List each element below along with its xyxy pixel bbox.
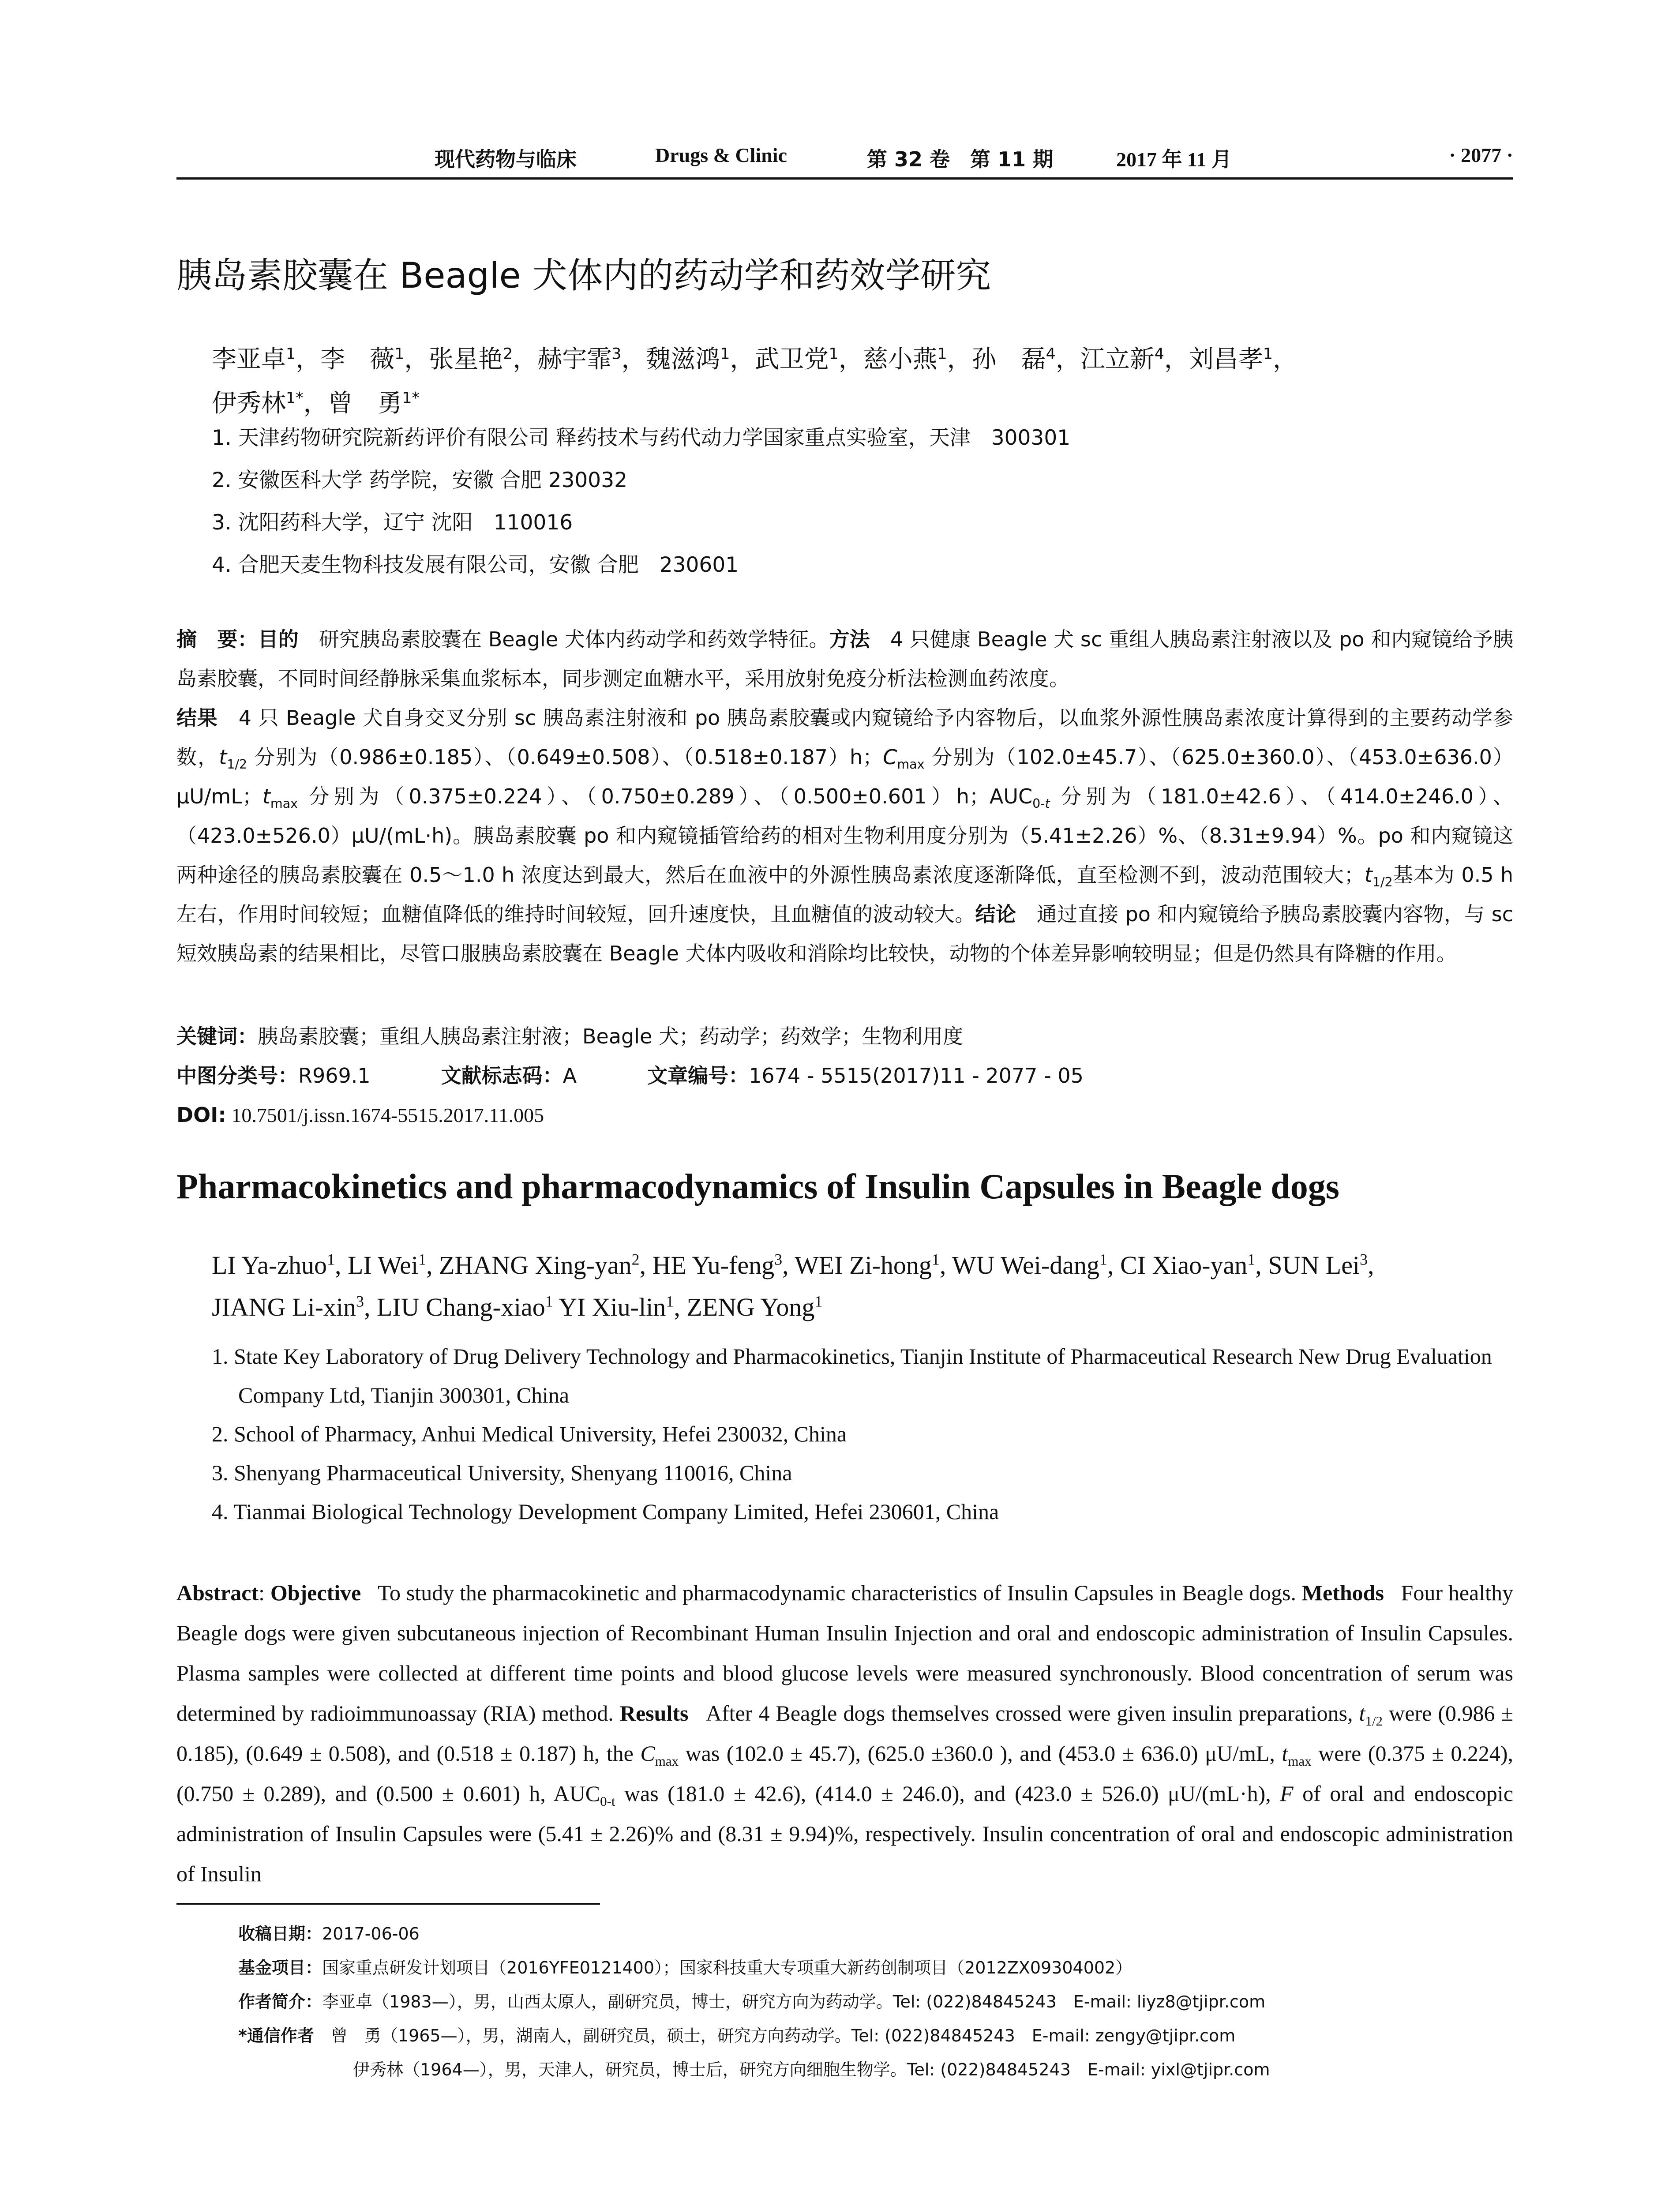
author-en: YI Xiu-lin	[559, 1293, 666, 1321]
author-en: LI Ya-zhuo	[212, 1251, 327, 1279]
methods-label: Methods	[1301, 1580, 1384, 1605]
author: 伊秀林	[212, 389, 286, 418]
author: 江立新	[1080, 345, 1155, 374]
authors-cn: 李亚卓$^1$，李 薇$^1$，张星艳$^2$，赫宇霏$^3$，魏滋鸿$^1$，武卫党$^1$，慈小燕$^1$，孙 磊$^4$，江立新$^4$，刘昌孝$^1$， 伊秀林$^{1*}$，曾 勇$^{1*}$	[212, 345, 1298, 418]
author-en: SUN Lei	[1268, 1251, 1360, 1279]
footnotes	[238, 1917, 1513, 2087]
corresponding-author: 伊秀林（1964—），男，天津人，研究员，博士后，研究方向细胞生物学。Tel: (022)84845243 E-mail: yixl@tjipr.com	[353, 2060, 1270, 2079]
issue-date: 2017 年 11 月	[1116, 148, 1232, 171]
abstract-en: Abstract: Objective To study the pharmacokinetic and pharmacodynamic characteristics of Insulin Capsules in Beagle dogs. Methods Four healthy Beagle dogs were given subcutaneous injection of Recombinant Human Insulin Injection and oral and endoscopic administration of Insulin Capsules. Plasma samples were collected at different time points and blood glucose levels were measured synchronously. Blood concentration of serum was determined by radioimmunoassay (RIA) method. Results After 4 Beagle dogs themselves crossed were given insulin preparations, $t_{1/2}$ were (0.986 ± 0.185), (0.649 ± 0.508), and (0.518 ± 0.187) h, the $C_{max}$ was (102.0 ± 45.7), (625.0 ±360.0 ), and (453.0 ± 636.0) μU/mL, $t_{max}$ were (0.375 ± 0.224), (0.750 ± 0.289), and (0.500 ± 0.601) h, $AUC_{0-t}$ was (181.0 ± 42.6), (414.0 ± 246.0), and (423.0 ± 526.0) μU/(mL·h), F of oral and endoscopic administration of Insulin Capsules were (5.41 ± 2.26)% and (8.31 ± 9.94)%, respectively. Insulin concentration of oral and endoscopic administration of Insulin	[176, 1580, 1514, 1886]
author: 刘昌孝	[1189, 345, 1263, 374]
journal-name-cn: 现代药物与临床	[435, 147, 577, 171]
author: 张星艳	[429, 345, 503, 374]
author: 李亚卓	[212, 345, 286, 374]
author-en: WU Wei-dang	[952, 1251, 1099, 1279]
page-number: · 2077 ·	[1449, 144, 1513, 166]
author: 慈小燕	[863, 345, 938, 374]
affiliation-en: 1. State Key Laboratory of Drug Delivery Technology and Pharmacokinetics, Tianjin Institute of Pharmaceutical Research New Drug Evaluation Company Ltd, Tianjin 300301, China	[212, 1344, 1492, 1407]
results-label: 结果	[176, 706, 218, 730]
affiliation-en: 3. Shenyang Pharmaceutical University, Shenyang 110016, China	[212, 1460, 792, 1485]
author-bio: 作者简介：李亚卓（1983—），男，山西太原人，副研究员，博士，研究方向为药动学。Tel: (022)84845243 E-mail: liyz8@tjipr.com	[238, 1992, 1266, 2011]
affiliation-cn: 1. 天津药物研究院新药评价有限公司 释药技术与药代动力学国家重点实验室，天津 300301	[212, 426, 1071, 450]
author: 赫宇霏	[537, 345, 612, 374]
author-en: CI Xiao-yan	[1120, 1251, 1248, 1279]
running-header	[176, 143, 1513, 175]
author: 孙 磊	[971, 345, 1046, 374]
objective-label: 目的	[258, 627, 299, 651]
journal-name-en: Drugs & Clinic	[655, 144, 787, 166]
fund-info: 基金项目：国家重点研发计划项目（2016YFE0121400）；国家科技重大专项重大新药创制项目（2012ZX09304002）	[238, 1958, 1132, 1977]
affiliations-cn	[212, 417, 1513, 586]
volume-issue: 第 32 卷 第 11 期	[867, 147, 1054, 171]
affiliations-en	[212, 1337, 1513, 1531]
corresponding-author: *通信作者 曾 勇（1965—），男，湖南人，副研究员，硕士，研究方向药动学。Tel: (022)84845243 E-mail: zengy@tjipr.com	[238, 2026, 1236, 2045]
author-list-en: LI Ya-zhuo$^1$, LI Wei$^1$, ZHANG Xing-yan$^2$, HE Yu-feng$^3$, WEI Zi-hong$^1$, WU Wei-dang$^1$, CI Xiao-yan$^1$, SUN Lei$^3$, JIANG Li-xin$^3$, LIU Chang-xiao$^1$ YI Xiu-lin$^1$, ZENG Yong$^1$	[212, 1250, 1374, 1321]
doi-link[interactable]: 10.7501/j.issn.1674-5515.2017.11.005	[231, 1104, 544, 1126]
author-en: JIANG Li-xin	[212, 1293, 356, 1321]
authors-en	[212, 1244, 1513, 1328]
title-en: Pharmacokinetics and pharmacodynamics of Insulin Capsules in Beagle dogs	[176, 1167, 1339, 1206]
abstract-cn: 摘 要：目的 研究胰岛素胶囊在 Beagle 犬体内药动学和药效学特征。方法 4 只健康 Beagle 犬 sc 重组人胰岛素注射液以及 po 和内窥镜给予胰岛素胶囊，不同时间经静脉采集血浆标本，同步测定血糖水平，采用放射免疫分析法检测血药浓度。 结果 4 只 Beagle 犬自身交叉分别 sc 胰岛素注射液和 po 胰岛素胶囊或内窥镜给予内容物后，以血浆外源性胰岛素浓度计算得到的主要药动学参数，$t_{1/2}$ 分别为（0.986±0.185）、（0.649±0.508）、（0.518±0.187）h；$C_{max}$ 分别为（102.0±45.7）、（625.0±360.0）、（453.0±636.0）μU/mL；$t_{max}$ 分别为（0.375±0.224）、（0.750±0.289）、（0.500±0.601）h；$AUC_{0-t}$ 分别为（181.0±42.6）、（414.0±246.0）、（423.0±526.0）μU/(mL·h)。胰岛素胶囊 po 和内窥镜插管给药的相对生物利用度分别为（5.41±2.26）%、（8.31±9.94）%。po 和内窥镜这两种途径的胰岛素胶囊在 0.5～1.0 h 浓度达到最大，然后在血液中的外源性胰岛素浓度逐渐降低，直至检测不到，波动范围较大；$t_{1/2}$基本为 0.5 h 左右，作用时间较短；血糖值降低的维持时间较短，回升速度快，且血糖值的波动较大。结论 通过直接 po 和内窥镜给予胰岛素胶囊内容物，与 sc 短效胰岛素的结果相比，尽管口服胰岛素胶囊在 Beagle 犬体内吸收和消除均比较快，动物的个体差异影响较明显；但是仍然具有降糖的作用。	[176, 627, 1514, 965]
conclusion-label: 结论	[975, 902, 1016, 926]
author: 魏滋鸿	[646, 345, 720, 374]
author-en: ZENG Yong	[686, 1293, 815, 1321]
footnote-rule	[176, 1903, 600, 1905]
affiliation-en: 4. Tianmai Biological Technology Development Company Limited, Hefei 230601, China	[212, 1499, 999, 1524]
keywords-cn: 关键词：胰岛素胶囊；重组人胰岛素注射液；Beagle 犬；药动学；药效学；生物利用度	[176, 1024, 963, 1048]
affiliation-cn: 2. 安徽医科大学 药学院，安徽 合肥 230032	[212, 468, 628, 492]
header-rule	[176, 177, 1513, 180]
author-en: HE Yu-feng	[652, 1251, 775, 1279]
received-date: 收稿日期：2017-06-06	[238, 1924, 420, 1943]
classification-line: 中图分类号：R969.1 文献标志码：A 文章编号：1674 - 5515(2017)11 - 2077 - 05	[176, 1064, 1084, 1088]
affiliation-en: 2. School of Pharmacy, Anhui Medical University, Hefei 230032, China	[212, 1422, 847, 1446]
author: 李 薇	[320, 345, 395, 374]
results-label: Results	[619, 1701, 689, 1726]
affiliation-cn: 3. 沈阳药科大学，辽宁 沈阳 110016	[212, 510, 573, 535]
abstract-label: 摘 要：	[176, 627, 258, 651]
methods-label: 方法	[829, 627, 870, 651]
author-en: ZHANG Xing-yan	[439, 1251, 632, 1279]
author: 曾 勇	[328, 389, 402, 418]
objective-label: Objective	[270, 1580, 361, 1605]
doi-line: DOI: 10.7501/j.issn.1674-5515.2017.11.005	[176, 1103, 544, 1127]
author-en: LIU Chang-xiao	[377, 1293, 545, 1321]
title-cn: 胰岛素胶囊在 Beagle 犬体内的药动学和药效学研究	[176, 255, 991, 296]
author-en: LI Wei	[347, 1251, 419, 1279]
author: 武卫党	[754, 345, 829, 374]
affiliation-cn: 4. 合肥天麦生物科技发展有限公司，安徽 合肥 230601	[212, 553, 739, 577]
author-en: WEI Zi-hong	[795, 1251, 932, 1279]
